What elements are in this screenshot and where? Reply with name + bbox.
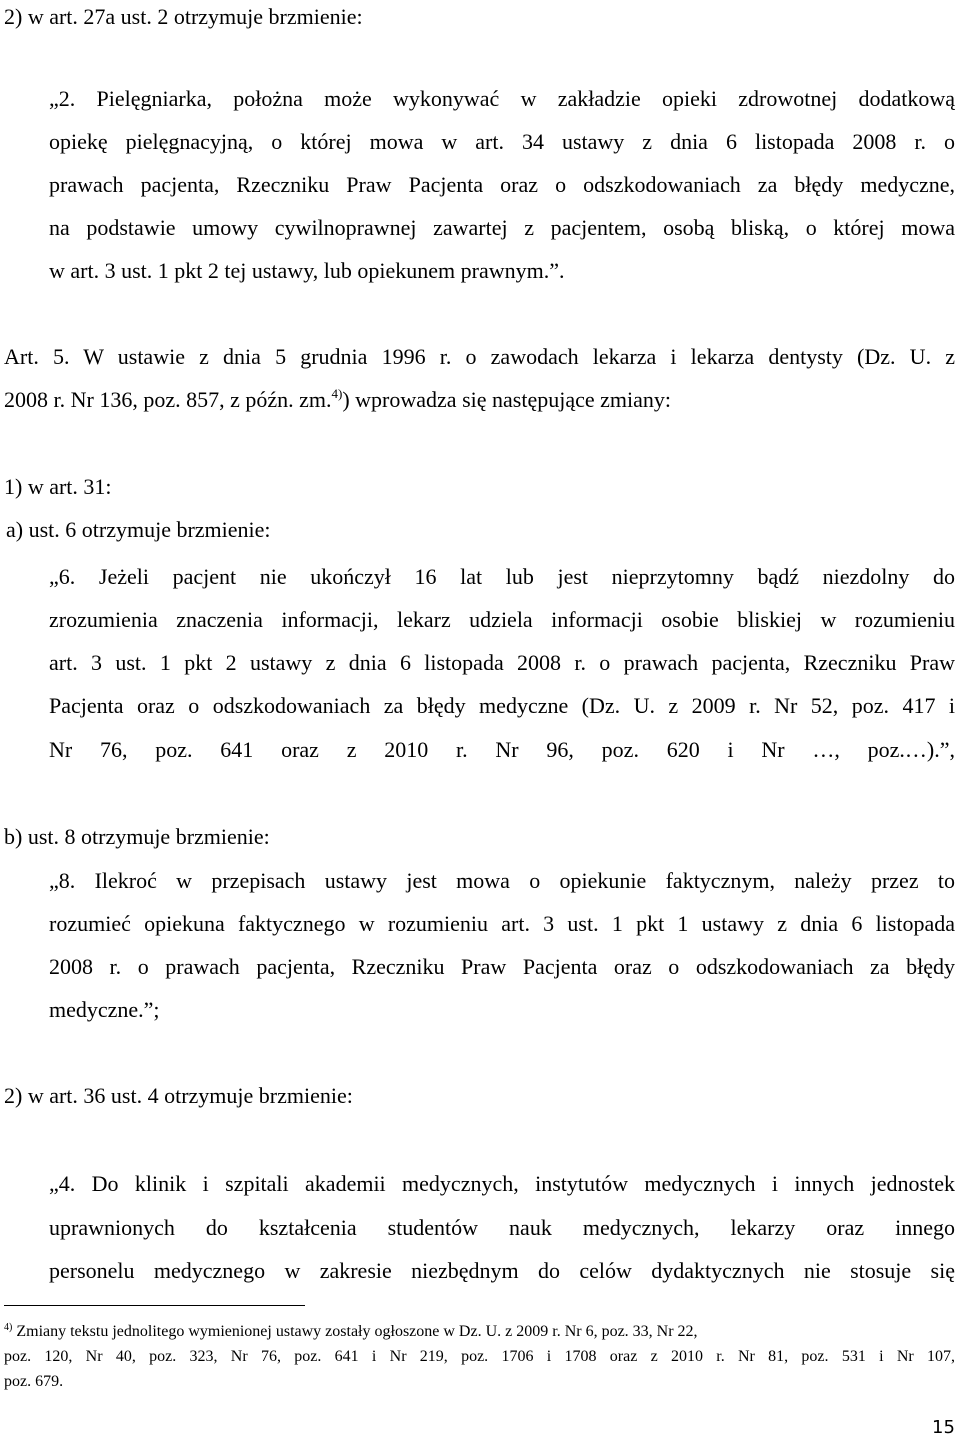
quoted-provision-line: 2008 r. o prawach pacjenta, Rzeczniku Praw Pacjenta oraz o odszkodowaniach za błędy bbox=[49, 954, 955, 979]
footnote-text: Zmiany tekstu jednolitego wymienionej ustawy zostały ogłoszone w Dz. U. z 2009 r. Nr 6, poz. 33, Nr 22, bbox=[16, 1323, 698, 1340]
quoted-provision-line: w art. 3 ust. 1 pkt 2 tej ustawy, lub opiekunem prawnym.”. bbox=[49, 258, 565, 283]
footnote-marker: 4) bbox=[4, 1322, 13, 1333]
quoted-provision-line: „2. Pielęgniarka, położna może wykonywać w zakładzie opieki zdrowotnej dodatkową bbox=[49, 86, 955, 111]
quoted-provision-line: na podstawie umowy cywilnoprawnej zawartej z pacjentem, osobą bliską, o której mowa bbox=[49, 215, 955, 240]
quoted-provision-line: art. 3 ust. 1 pkt 2 ustawy z dnia 6 listopada 2008 r. o prawach pacjenta, Rzeczniku Praw bbox=[49, 650, 955, 675]
amendment-subpoint-a: a) ust. 6 otrzymuje brzmienie: bbox=[6, 517, 271, 542]
amendment-point-1: 1) w art. 31: bbox=[4, 474, 112, 499]
quoted-provision-line: opiekę pielęgnacyjną, o której mowa w art. 34 ustawy z dnia 6 listopada 2008 r. o bbox=[49, 129, 955, 154]
amendment-subpoint-b: b) ust. 8 otrzymuje brzmienie: bbox=[4, 824, 270, 849]
article-5-citation: 2008 r. Nr 136, poz. 857, z późn. zm. bbox=[4, 387, 332, 412]
quoted-provision-line: zrozumienia znaczenia informacji, lekarz udziela informacji osobie bliskiej w rozumieniu bbox=[49, 607, 955, 632]
footnote-reference: 4) bbox=[331, 386, 343, 401]
amendment-point-2: 2) w art. 36 ust. 4 otrzymuje brzmienie: bbox=[4, 1083, 353, 1108]
quoted-provision-line: „8. Ilekroć w przepisach ustawy jest mowa o opiekunie faktycznym, należy przez to bbox=[49, 868, 955, 893]
quoted-provision-line: prawach pacjenta, Rzeczniku Praw Pacjenta oraz o odszkodowaniach za błędy medyczne, bbox=[49, 172, 955, 197]
quoted-provision-line: „6. Jeżeli pacjent nie ukończył 16 lat lub jest nieprzytomny bądź niezdolny do bbox=[49, 564, 955, 589]
article-5-heading-cont bbox=[4, 387, 671, 416]
quoted-provision-line: „4. Do klinik i szpitali akademii medycznych, instytutów medycznych i innych jednostek bbox=[49, 1171, 955, 1196]
footnote-separator bbox=[4, 1305, 305, 1306]
quoted-provision-line: personelu medycznego w zakresie niezbędnym do celów dydaktycznych nie stosuje się bbox=[49, 1258, 955, 1283]
quoted-provision-line: Nr 76, poz. 641 oraz z 2010 r. Nr 96, poz. 620 i Nr …, poz.…).”, bbox=[49, 737, 955, 762]
quoted-provision-line: Pacjenta oraz o odszkodowaniach za błędy medyczne (Dz. U. z 2009 r. Nr 52, poz. 417 i bbox=[49, 693, 955, 718]
footnote-line: poz. 120, Nr 40, poz. 323, Nr 76, poz. 641 i Nr 219, poz. 1706 i 1708 oraz z 2010 r. Nr 81, poz. 531 i Nr 107, bbox=[4, 1348, 955, 1365]
quoted-provision-line: uprawnionych do kształcenia studentów nauk medycznych, lekarzy oraz innego bbox=[49, 1215, 955, 1240]
article-5-heading: Art. 5. W ustawie z dnia 5 grudnia 1996 r. o zawodach lekarza i lekarza dentysty (Dz. U. z bbox=[4, 344, 955, 369]
amendment-heading-art27a: 2) w art. 27a ust. 2 otrzymuje brzmienie: bbox=[4, 4, 363, 29]
quoted-provision-line: rozumieć opiekuna faktycznego w rozumieniu art. 3 ust. 1 pkt 1 ustawy z dnia 6 listopada bbox=[49, 911, 955, 936]
footnote-line: poz. 679. bbox=[4, 1373, 64, 1390]
page-number: 15 bbox=[932, 1417, 955, 1438]
quoted-provision-line: medyczne.”; bbox=[49, 997, 160, 1022]
article-5-intro: ) wprowadza się następujące zmiany: bbox=[342, 387, 671, 412]
footnote-line bbox=[4, 1322, 698, 1344]
